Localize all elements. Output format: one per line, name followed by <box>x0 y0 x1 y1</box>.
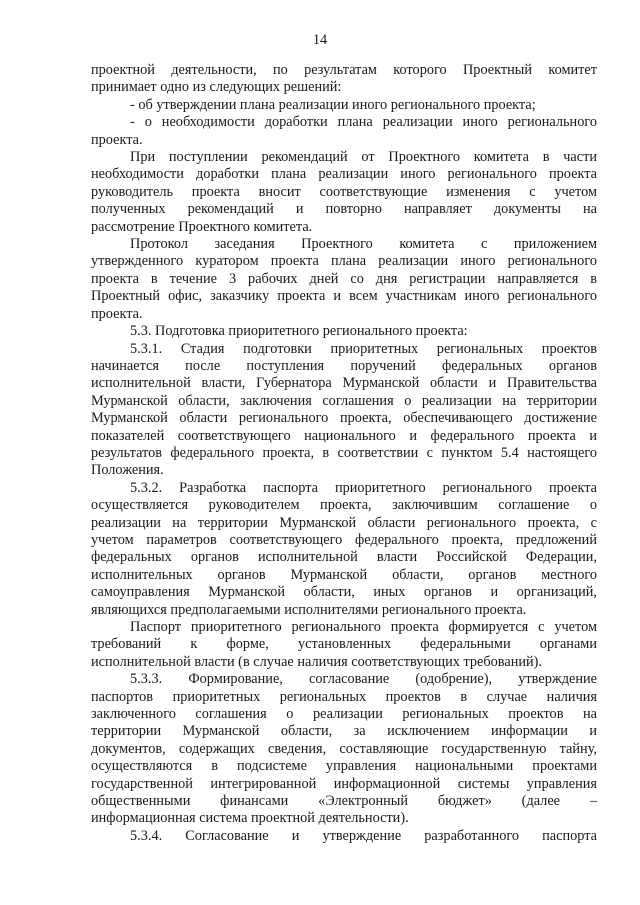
text-line: Мурманской области, заключения соглашения о реализации на территории <box>91 392 597 409</box>
text-line: требований к форме, установленных федеральными органами <box>91 636 597 653</box>
page-number: 14 <box>312 32 328 48</box>
text-line: - об утверждении плана реализации иного регионального проекта; <box>130 96 536 113</box>
text-line: осуществляется руководителем проекта, заключившим соглашение о <box>91 497 597 514</box>
text-line: самоуправления Мурманской области, иных органов и организаций, <box>91 584 597 601</box>
text-line: учетом параметров соответствующего федерального проекта, предложений <box>91 531 597 548</box>
text-line: 5.3.4. Согласование и утверждение разработанного паспорта <box>130 827 597 844</box>
text-line: рассмотрение Проектного комитета. <box>91 218 313 235</box>
text-line: территории Мурманской области, за исключением информации и <box>91 723 597 740</box>
text-line: руководитель проекта вносит соответствующие изменения с учетом <box>91 183 597 200</box>
text-line: проектной деятельности, по результатам которого Проектный комитет <box>91 62 597 78</box>
text-line: проекта. <box>91 131 143 148</box>
text-line: Мурманской области регионального проекта, обеспечивающего достижение <box>91 410 597 427</box>
text-line: 5.3.1. Стадия подготовки приоритетных региональных проектов <box>130 340 597 357</box>
text-line: 5.3. Подготовка приоритетного регионального проекта: <box>130 323 468 340</box>
text-line: - о необходимости доработки плана реализации иного регионального <box>130 114 597 131</box>
text-line: утвержденного куратором проекта плана реализации иного регионального <box>91 253 597 270</box>
text-line: необходимости доработки плана реализации иного регионального проекта <box>91 166 597 183</box>
text-line: являющихся предполагаемыми исполнителями регионального проекта. <box>91 601 527 618</box>
text-line: При поступлении рекомендаций от Проектного комитета в части <box>130 149 597 166</box>
text-line: информационная система проектной деятельности). <box>91 810 409 827</box>
text-line: документов, содержащих сведения, составляющие государственную тайну, <box>91 740 597 757</box>
text-line: Протокол заседания Проектного комитета с приложением <box>130 236 597 253</box>
text-line: полученных рекомендаций и повторно направляет документы на <box>91 201 597 218</box>
text-line: 5.3.2. Разработка паспорта приоритетного регионального проекта <box>130 479 597 496</box>
text-line: исполнительной власти (в случае наличия соответствующих требований). <box>91 653 542 670</box>
text-line: 5.3.3. Формирование, согласование (одобрение), утверждение <box>130 671 597 688</box>
text-line: федеральных органов исполнительной власти Российской Федерации, <box>91 549 597 566</box>
text-line: реализации на территории Мурманской области регионального проекта, с <box>91 514 597 531</box>
text-line: результатов федерального проекта, в соответствии с пунктом 5.4 настоящего <box>91 444 597 461</box>
text-line: Паспорт приоритетного регионального проекта формируется с учетом <box>130 619 597 635</box>
text-line: Положения. <box>91 462 164 479</box>
text-line: паспортов приоритетных региональных проектов в случае наличия <box>91 688 597 705</box>
text-line: проекта. <box>91 305 143 322</box>
text-line: общественными финансами «Электронный бюджет» (далее – <box>91 793 597 810</box>
text-line: начинается после поступления поручений федеральных органов <box>91 357 597 374</box>
text-line: государственной интегрированной информационной системы управления <box>91 775 597 792</box>
text-line: исполнительной власти, Губернатора Мурманской области и Правительства <box>91 375 597 392</box>
text-line: осуществляются в подсистеме управления национальными проектами <box>91 758 597 775</box>
text-line: принимает одно из следующих решений: <box>91 79 342 96</box>
text-line: заключенного соглашения о реализации региональных проектов на <box>91 706 597 723</box>
document-body <box>91 62 597 845</box>
text-line: проекта в течение 3 рабочих дней со дня регистрации направляется в <box>91 270 597 287</box>
text-line: Проектный офис, заказчику проекта и всем участникам иного регионального <box>91 288 597 305</box>
text-line: показателей соответствующего национального и федерального проекта и <box>91 427 597 444</box>
text-line: исполнительных органов Мурманской области, органов местного <box>91 566 597 583</box>
